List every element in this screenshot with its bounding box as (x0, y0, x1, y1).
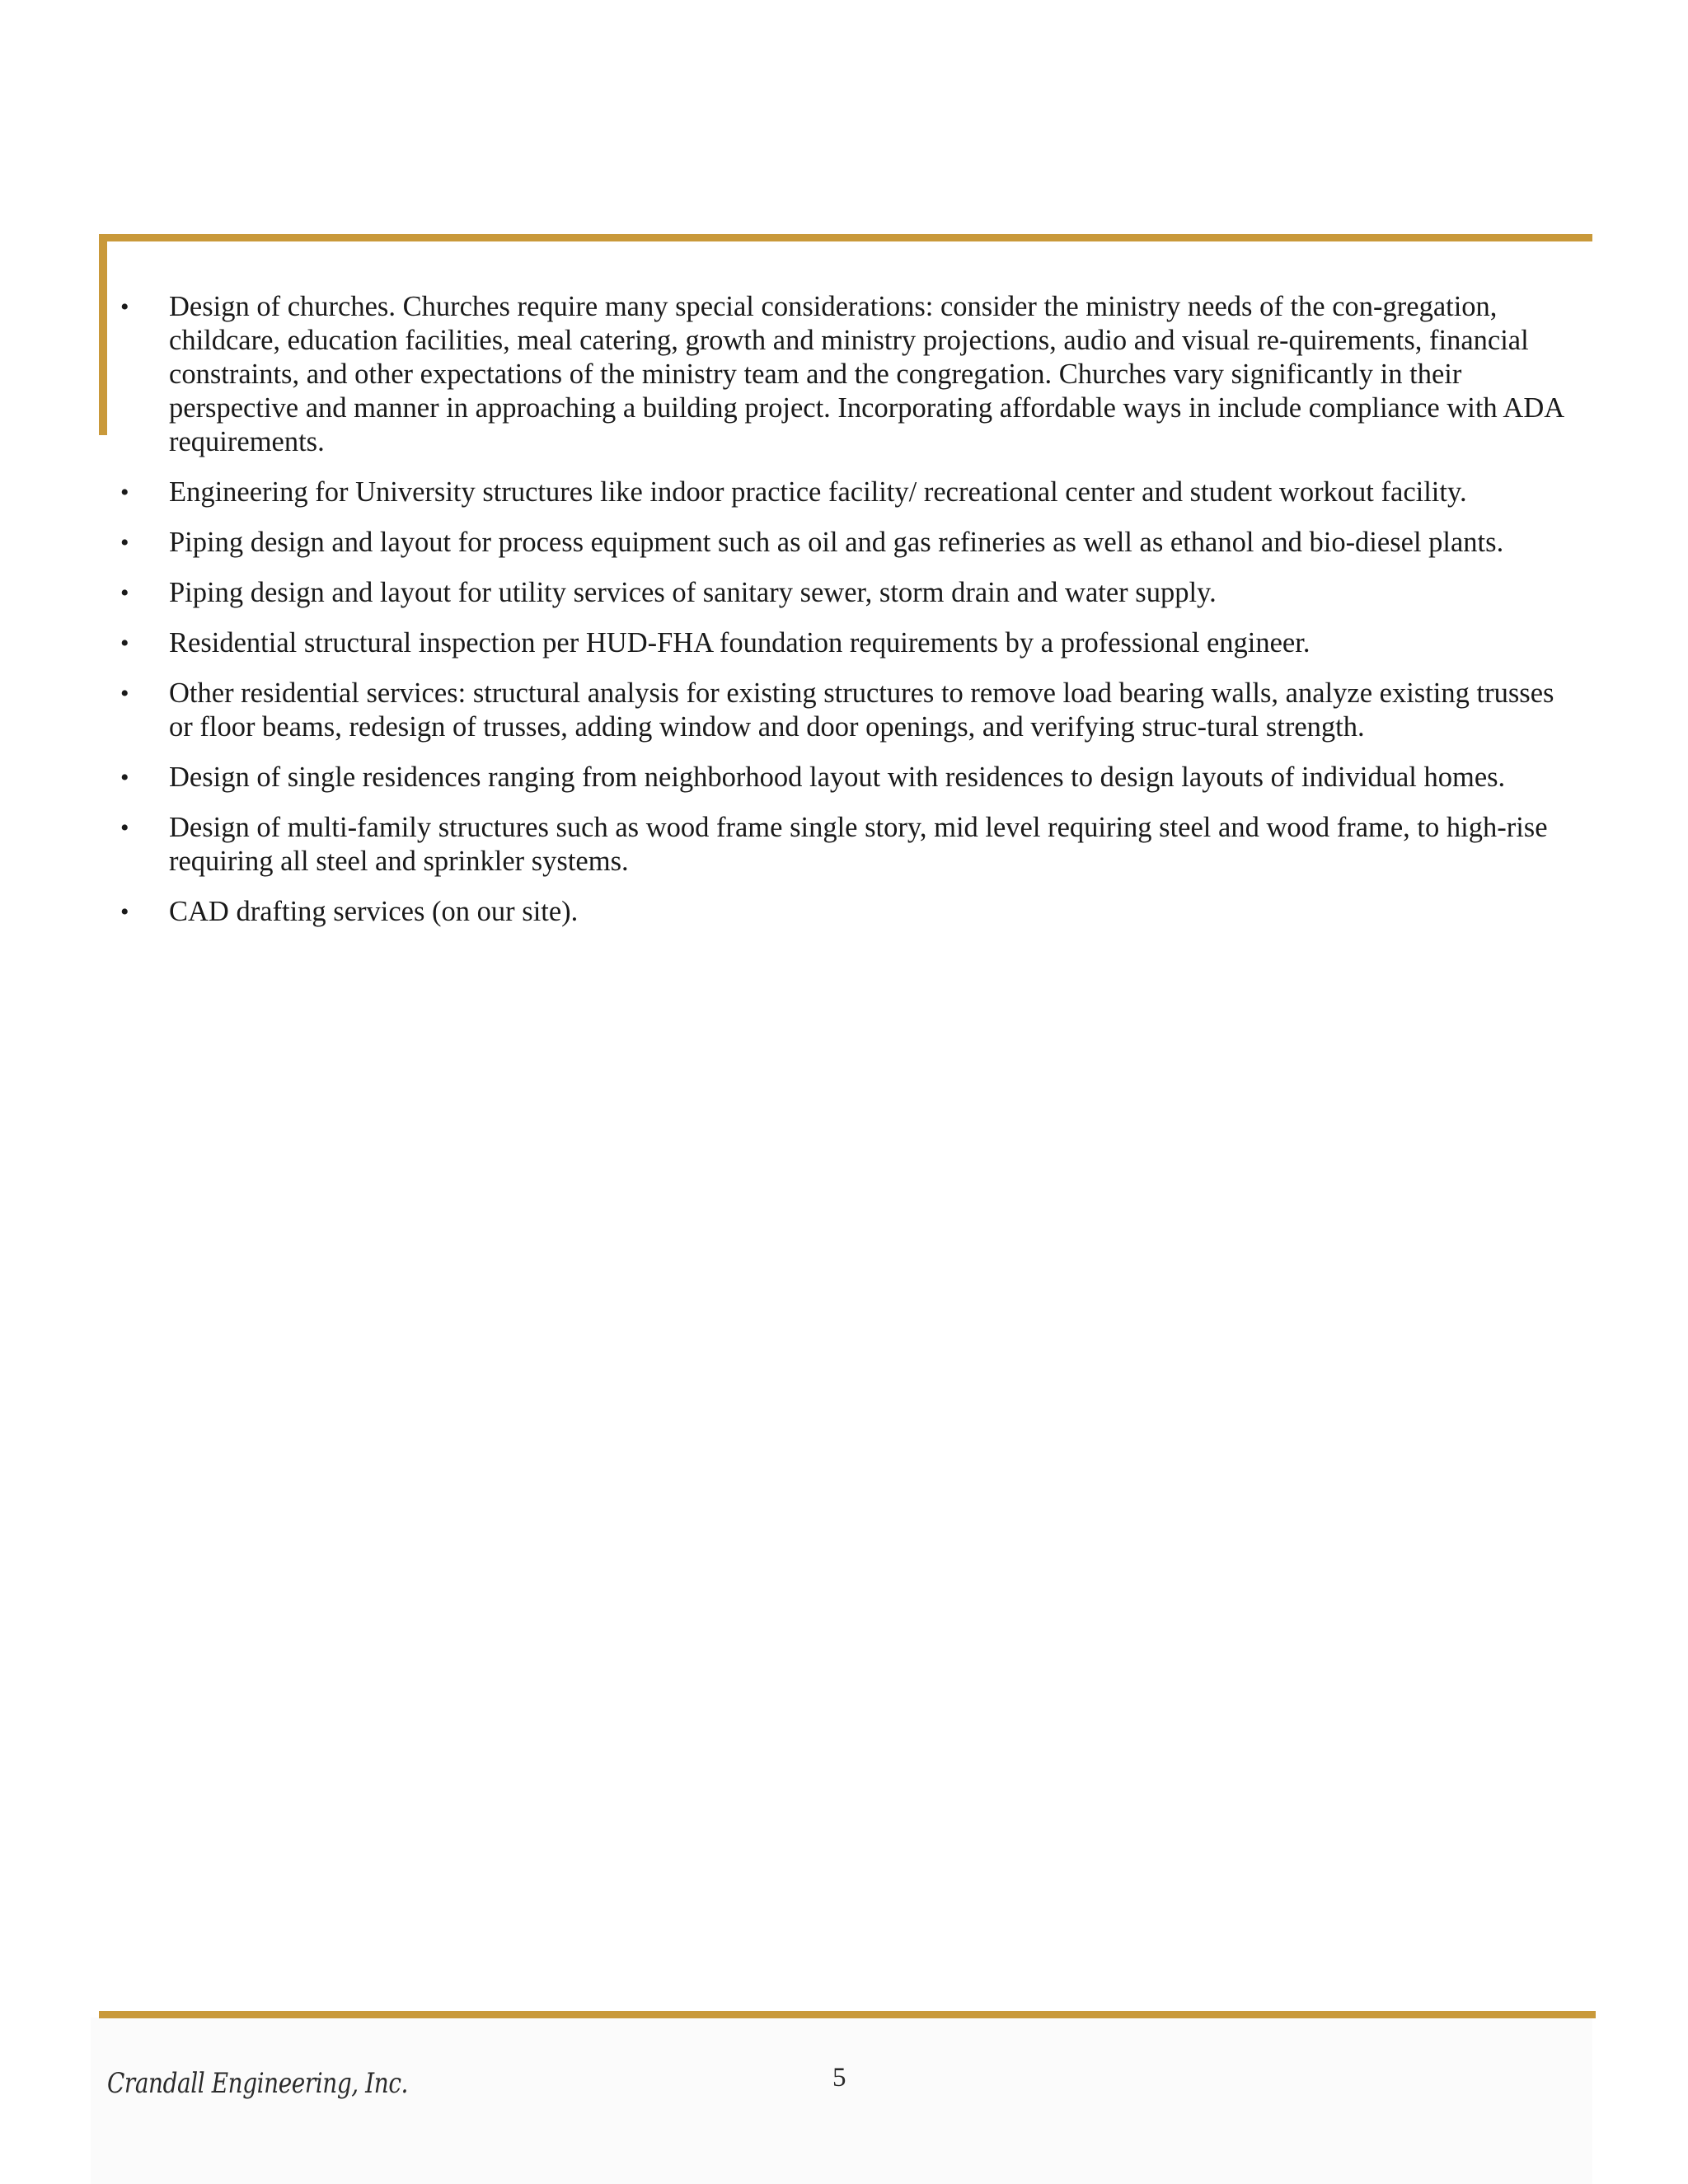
list-item (115, 811, 1582, 879)
list-item-text: Piping design and layout for utility services of sanitary sewer, storm drain and water supply. (169, 577, 1217, 608)
list-item (115, 626, 1582, 660)
list-item (115, 290, 1582, 459)
bottom-accent-rule (99, 2011, 1596, 2018)
list-item (115, 895, 1582, 929)
list-item-text: Other residential services: structural analysis for existing structures to remove load bearing walls, analyze existing trusses or floor beams, redesign of trusses, adding window and door openings, and verifying struc-tural strength. (169, 677, 1554, 743)
page-number: 5 (832, 2063, 846, 2093)
bullet-icon: • (120, 529, 129, 556)
bullet-icon: • (120, 764, 129, 791)
list-item-text: Design of single residences ranging from neighborhood layout with residences to design layouts of individual homes. (169, 762, 1506, 793)
list-item-text: Engineering for University structures like indoor practice facility/ recreational center and student workout facility. (169, 476, 1467, 508)
bullet-icon: • (120, 898, 129, 926)
services-bullet-list (115, 290, 1582, 945)
left-accent-rule (99, 234, 107, 435)
list-item (115, 677, 1582, 744)
bullet-icon: • (120, 680, 129, 707)
footer-shade (91, 2018, 1592, 2184)
list-item-text: Residential structural inspection per HUD-FHA foundation requirements by a professional engineer. (169, 627, 1311, 658)
list-item-text: Design of multi-family structures such as wood frame single story, mid level requiring steel and wood frame, to high-rise requiring all steel and sprinkler systems. (169, 812, 1548, 877)
bullet-icon: • (120, 814, 129, 841)
bullet-icon: • (120, 479, 129, 506)
list-item-text: Piping design and layout for process equipment such as oil and gas refineries as well as ethanol and bio-diesel plants. (169, 527, 1504, 558)
footer-company-name: Crandall Engineering, Inc. (107, 2067, 408, 2100)
bullet-icon: • (120, 293, 129, 321)
list-item (115, 576, 1582, 610)
list-item-text: CAD drafting services (on our site). (169, 896, 579, 927)
list-item (115, 476, 1582, 509)
bullet-icon: • (120, 579, 129, 607)
list-item (115, 761, 1582, 794)
top-accent-rule (99, 234, 1592, 241)
bullet-icon: • (120, 630, 129, 657)
list-item (115, 526, 1582, 560)
list-item-text: Design of churches. Churches require many special considerations: consider the ministry needs of the con-gregation, childcare, education facilities, meal catering, growth and ministry projections, audio and visual re-quirements, financial constraints, and other expectations of the ministry team and the congregation. Churches vary significantly in their perspective and manner in approaching a building project. Incorporating affordable ways in include compliance with ADA requirements. (169, 291, 1564, 457)
